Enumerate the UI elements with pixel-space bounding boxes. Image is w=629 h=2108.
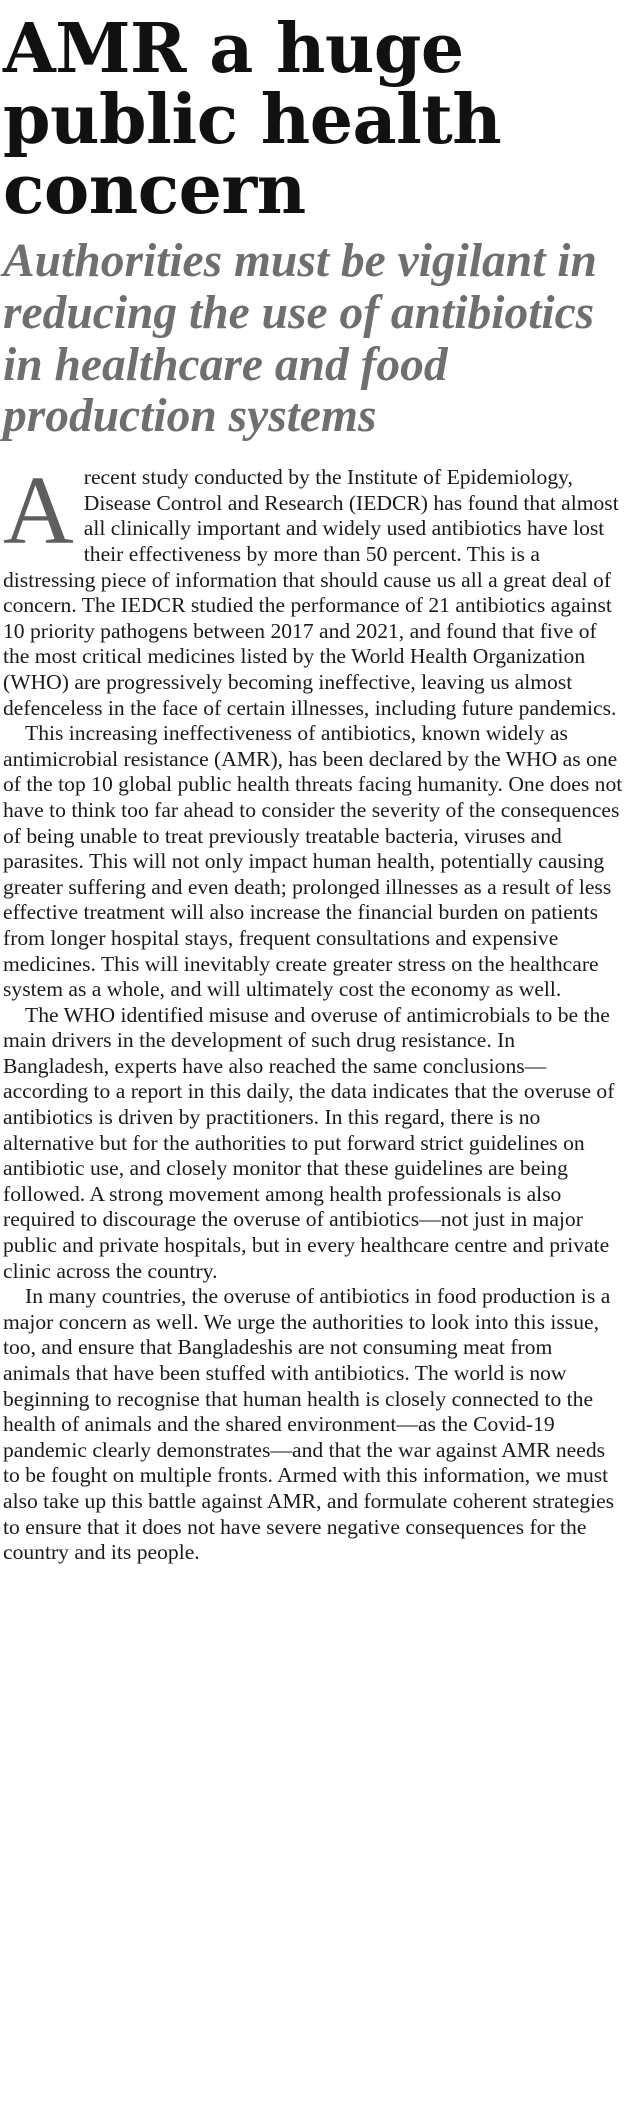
article-paragraph-3: The WHO identified misuse and overuse of antimicrobials to be the main drivers in the development of such drug resistance. In Bangladesh, experts have also reached the same conclusions—according to a report in this daily, the data indicates that the overuse of antibiotics is driven by practitioners. In this regard, there is no alternative but for the authorities to put forward strict guidelines on antibiotic use, and closely monitor that these guidelines are being followed. A strong movement among health professionals is also required to discourage the overuse of antibiotics—not just in major public and private hospitals, but in every healthcare centre and private clinic across the country. bbox=[3, 1002, 615, 1283]
article-paragraph-2: This increasing ineffectiveness of antibiotics, known widely as antimicrobial resistance (AMR), has been declared by the WHO as one of the top 10 global public health threats facing humanity. One does not have to think too far ahead to consider the severity of the consequences of being unable to treat previously treatable bacteria, viruses and parasites. This will not only impact human health, potentially causing greater suffering and even death; prolonged illnesses as a result of less effective treatment will also increase the financial burden on patients from longer hospital stays, frequent consultations and expensive medicines. This will inevitably create greater stress on the healthcare system as a whole, and will ultimately cost the economy as well. bbox=[3, 721, 623, 1002]
article-body bbox=[3, 457, 623, 1566]
article-paragraph-1 bbox=[3, 457, 623, 721]
paragraph-1-text: recent study conducted by the Institute of Epidemiology, Disease Control and Research (IEDCR) has found that almost all clinically important and widely used antibiotics have lost their effectiveness by more than 50 percent. This is a distressing piece of information that should cause us all a great deal of concern. The IEDCR studied the performance of 21 antibiotics against 10 priority pathogens between 2017 and 2021, and found that five of the most critical medicines listed by the World Health Organization (WHO) are progressively becoming ineffective, leaving us almost defenceless in the face of certain illnesses, including future pandemics. bbox=[3, 465, 619, 720]
article-subheadline: Authorities must be vigilant in reducing the use of antibiotics in healthcare and food production systems bbox=[3, 235, 597, 443]
drop-cap: A bbox=[3, 457, 74, 566]
article-headline: AMR a huge public health concern bbox=[3, 9, 502, 231]
article-paragraph-4: In many countries, the overuse of antibiotics in food production is a major concern as well. We urge the authorities to look into this issue, too, and ensure that Bangladeshis are not consuming meat from animals that have been stuffed with antibiotics. The world is now beginning to recognise that human health is closely connected to the health of animals and the shared environment—as the Covid-19 pandemic clearly demonstrates—and that the war against AMR needs to be fought on multiple fronts. Armed with this information, we must also take up this battle against AMR, and formulate coherent strategies to ensure that it does not have severe negative consequences for the country and its people. bbox=[3, 1284, 615, 1565]
